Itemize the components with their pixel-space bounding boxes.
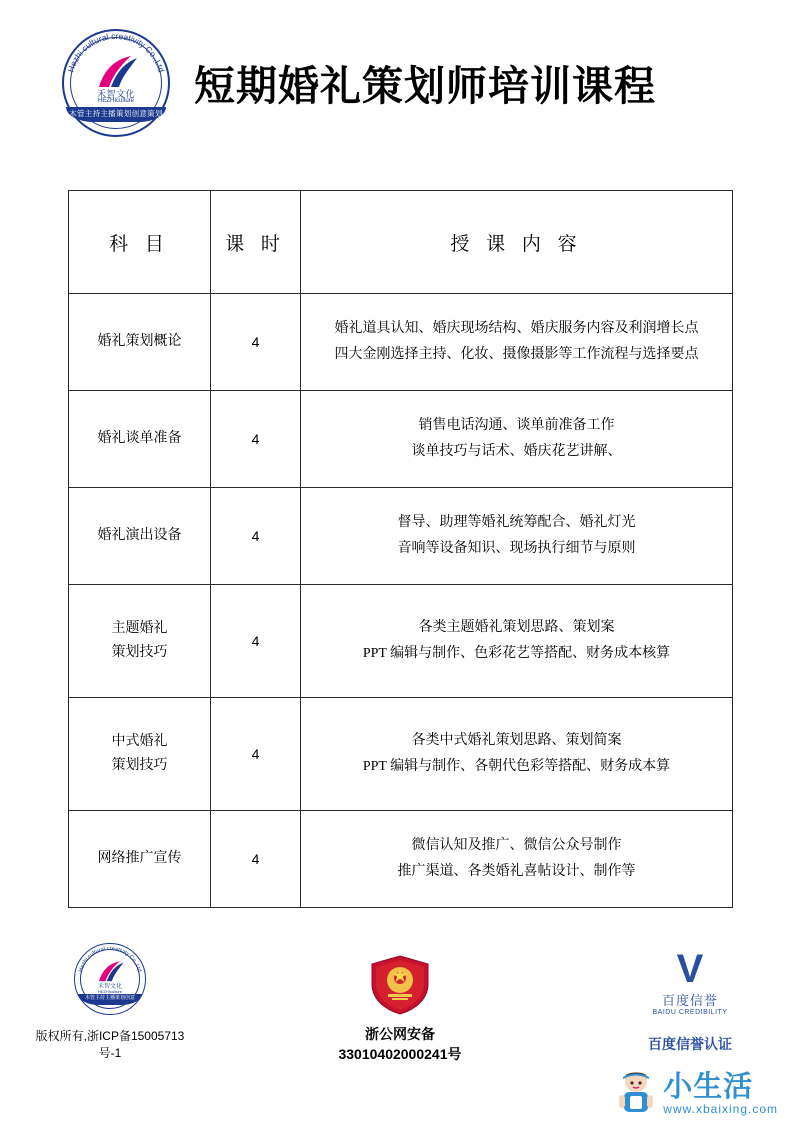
column-header-hours: 课 时 (211, 191, 301, 294)
badge-company (25, 942, 195, 1016)
content-line: 音响等设备知识、现场执行细节与原则 (397, 541, 636, 556)
watermark-mascot-icon (615, 1070, 657, 1118)
footer-badges (0, 940, 800, 1016)
content-line: 婚礼道具认知、婚庆现场结构、婚庆服务内容及利润增长点 (334, 321, 699, 337)
table-row (69, 391, 733, 488)
baidu-credibility-caption: 百度信誉认证 (648, 1036, 732, 1052)
cell-hours: 4 (211, 294, 301, 391)
watermark-url: www.xbaixing.com (663, 1101, 778, 1116)
police-registration-text: 浙公网安备 33010402000241号 (338, 1026, 462, 1062)
table-body (69, 294, 733, 908)
baidu-cn-label: 百度信誉 (661, 993, 718, 1008)
logo-band-text: 木管主持主播策划创意 (84, 996, 135, 1001)
table-row (69, 488, 733, 585)
cell-content (301, 488, 733, 585)
watermark-title: 小生活 (663, 1071, 754, 1104)
site-watermark (615, 1070, 778, 1118)
content-line: 谈单技巧与话术、婚庆花艺讲解、 (411, 444, 622, 459)
content-line: 微信认知及推广、微信公众号制作 (411, 838, 622, 854)
police-emblem-icon (362, 954, 438, 1016)
cell-subject: 婚礼演出设备 (69, 488, 211, 585)
table-row (69, 698, 733, 811)
icp-license-text: 版权所有,浙ICP备15005713号-1 (35, 1029, 185, 1060)
logo-band (66, 107, 166, 122)
logo-cn-name: 禾智文化 (97, 984, 122, 990)
cell-hours: 4 (211, 811, 301, 908)
badge-police (315, 954, 485, 1016)
cell-hours: 4 (211, 698, 301, 811)
subject-line: 策划技巧 (111, 758, 168, 773)
content-line: 各类主题婚礼策划思路、策划案 (418, 620, 615, 636)
watermark-text (663, 1072, 778, 1115)
cell-content (301, 391, 733, 488)
logo-band (78, 994, 142, 1005)
subject-line: 主题婚礼 (111, 621, 168, 637)
content-line: PPT 编辑与制作、色彩花艺等搭配、财务成本核算 (362, 646, 671, 661)
course-table (68, 190, 733, 908)
logo-arc-text: Hezhi cultural creativity Co.,Ltd (77, 945, 143, 973)
table-row (69, 585, 733, 698)
table-header (69, 191, 733, 294)
table-header-row (69, 191, 733, 294)
content-line: 推广渠道、各类婚礼喜帖设计、制作等 (397, 864, 636, 879)
cell-subject: 网络推广宣传 (69, 811, 211, 908)
content-line: PPT 编辑与制作、各朝代色彩等搭配、财务成本算 (362, 759, 671, 774)
cell-hours: 4 (211, 391, 301, 488)
cell-subject (69, 698, 211, 811)
cell-subject (69, 585, 211, 698)
content-line: 各类中式婚礼策划思路、策划简案 (411, 733, 622, 749)
company-logo (60, 27, 172, 139)
footer-company-logo (73, 942, 147, 1016)
course-table-wrapper (68, 190, 732, 908)
content-line: 四大金刚选择主持、化妆、摄像摄影等工作流程与选择要点 (334, 347, 699, 362)
logo-en-name: HEZHIculture (97, 989, 122, 994)
logo-cn-name: 禾智文化 (96, 88, 135, 99)
cell-subject: 婚礼谈单准备 (69, 391, 211, 488)
cell-subject: 婚礼策划概论 (69, 294, 211, 391)
column-header-content: 授 课 内 容 (301, 191, 733, 294)
cell-content (301, 811, 733, 908)
column-header-subject: 科 目 (69, 191, 211, 294)
cell-hours: 4 (211, 488, 301, 585)
cell-content (301, 294, 733, 391)
content-line: 销售电话沟通、谈单前准备工作 (418, 418, 615, 434)
subject-line: 策划技巧 (111, 645, 168, 660)
footer-text-row (0, 1024, 800, 1064)
page-footer (0, 940, 800, 1064)
logo-swoosh-icon (91, 53, 141, 91)
cell-content (301, 698, 733, 811)
cell-content (301, 585, 733, 698)
logo-en-name: HEZHIculture (97, 97, 134, 104)
content-line: 督导、助理等婚礼统筹配合、婚礼灯光 (397, 515, 636, 531)
baidu-v-icon: V (676, 947, 704, 991)
badge-baidu (605, 948, 775, 1016)
logo-band-text: 木管主持主播策划创意策划 (69, 108, 163, 118)
table-row (69, 811, 733, 908)
baidu-credibility-badge (635, 948, 745, 1016)
table-row (69, 294, 733, 391)
logo-arc-text: Hezhi cultural creativity Co.,Ltd (65, 30, 167, 73)
page-header (0, 0, 800, 118)
baidu-en-label: BAIDU CREDIBILITY (652, 1009, 728, 1016)
page-title: 短期婚礼策划师培训课程 (194, 63, 656, 109)
subject-line: 中式婚礼 (111, 734, 168, 750)
cell-hours: 4 (211, 585, 301, 698)
